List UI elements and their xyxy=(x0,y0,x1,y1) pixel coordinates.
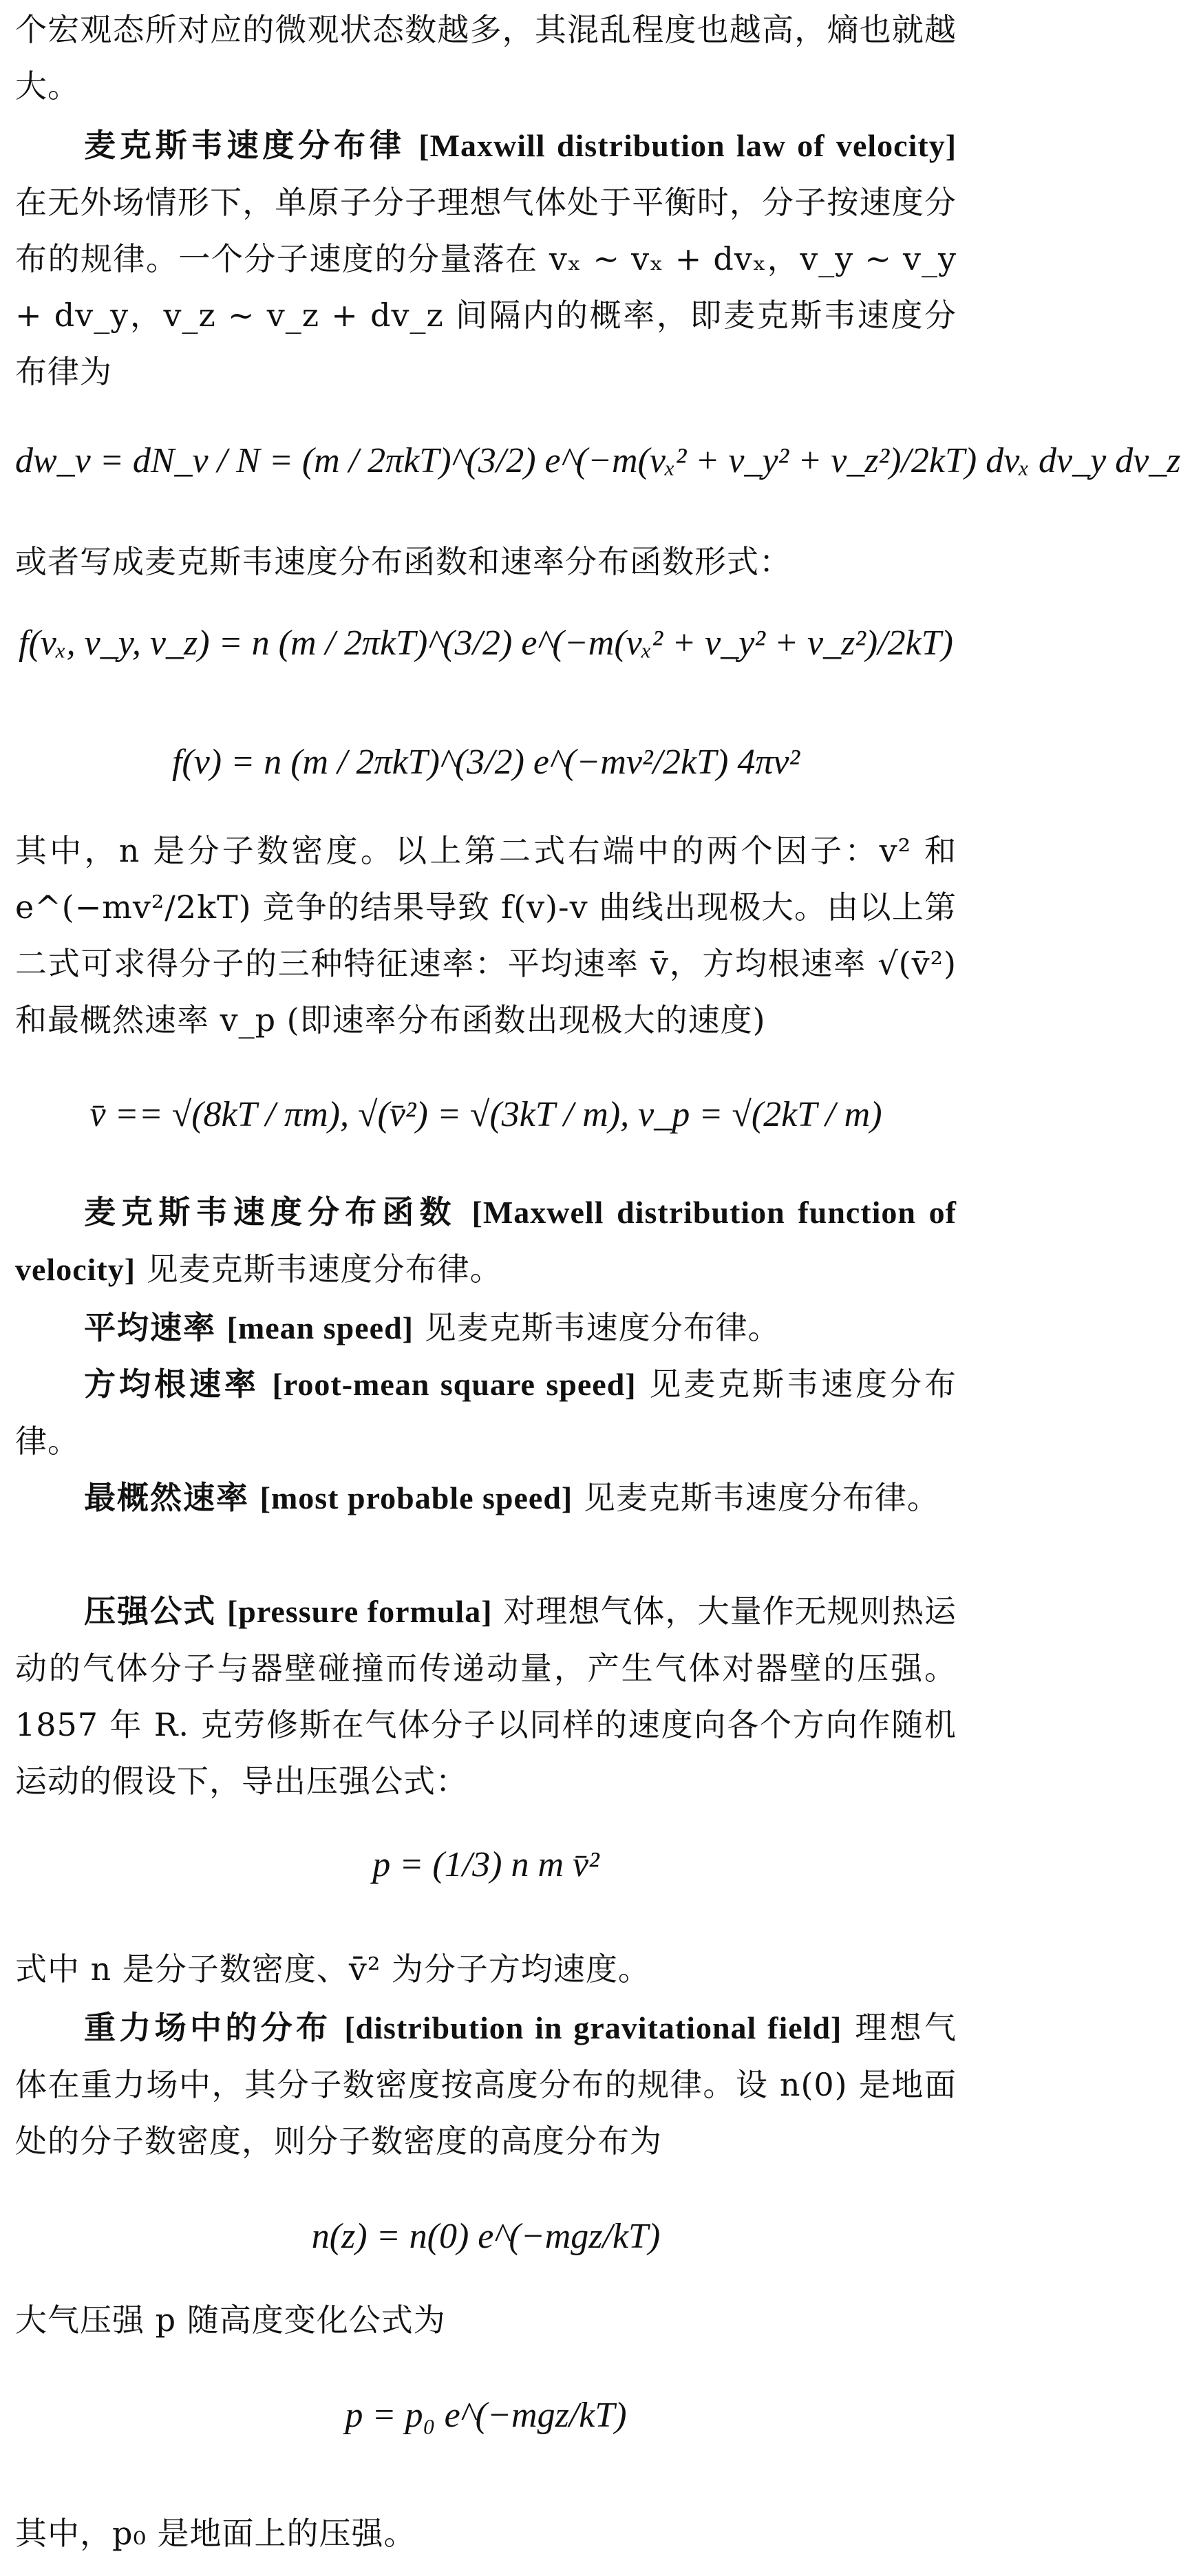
entry-rms-speed xyxy=(15,1356,957,1469)
entry-body: 见麦克斯韦速度分布律。 xyxy=(146,1250,502,1288)
entry-term: 麦克斯韦速度分布函数 xyxy=(84,1193,457,1231)
entry-term: 方均根速率 xyxy=(84,1365,259,1403)
entry-english: [pressure formula] xyxy=(226,1594,493,1629)
equation-characteristic-speeds: v̄ == √(8kT / πm), √(v̄²) = √(3kT / m), v_p = √(2kT / m) xyxy=(89,1095,882,1134)
entry-body: 见麦克斯韦速度分布律。 xyxy=(15,1365,957,1460)
entry-body: 见麦克斯韦速度分布律。 xyxy=(424,1309,780,1346)
equation-speed-distribution-function: f(v) = n (m / 2πkT)^(3/2) e^(−mv²/2kT) 4πv² xyxy=(171,743,800,782)
entry-body: 见麦克斯韦速度分布律。 xyxy=(583,1479,939,1516)
entry-term: 压强公式 xyxy=(84,1593,217,1630)
entry-english: [most probable speed] xyxy=(259,1480,573,1515)
paragraph-pressure-note: 式中 n 是分子数密度、v̄² 为分子方均速度。 xyxy=(15,1950,650,1988)
paragraph-function-forms: 或者写成麦克斯韦速度分布函数和速率分布函数形式： xyxy=(15,543,791,580)
entry-english: [mean speed] xyxy=(226,1310,414,1345)
entry-term: 最概然速率 xyxy=(84,1479,249,1516)
entry-maxwell-function xyxy=(15,1184,957,1298)
equation-barometric: p = p₀ e^(−mgz/kT) xyxy=(345,2396,627,2435)
paragraph-pressure-height-intro: 大气压强 p 随高度变化公式为 xyxy=(15,2301,446,2339)
entry-most-probable-speed xyxy=(15,1469,957,1526)
equation-maxwell-probability: dw_v = dN_v / N = (m / 2πkT)^(3/2) e^(−m(vₓ² + v_y² + v_z²)/2kT) dvₓ dv_y dv_z xyxy=(15,441,1181,480)
entry-term: 麦克斯韦速度分布律 xyxy=(84,127,405,164)
entry-maxwell-law xyxy=(15,117,957,400)
entry-body: 对理想气体，大量作无规则热运动的气体分子与器壁碰撞而传递动量，产生气体对器壁的压强。1857 年 R. 克劳修斯在气体分子以同样的速度向各个方向作随机运动的假设下，导出压强公式： xyxy=(15,1593,957,1800)
entry-english: [root-mean square speed] xyxy=(272,1367,637,1402)
entry-english: [distribution in gravitational field] xyxy=(344,2010,842,2045)
entry-body: 在无外场情形下，单原子分子理想气体处于平衡时，分子按速度分布的规律。一个分子速度的分量落在 vₓ ~ vₓ + dvₓ，v_y ~ v_y + dv_y，v_z ~ v_z + dv_z 间隔内的概率，即麦克斯韦速度分布律为 xyxy=(15,184,957,390)
entry-mean-speed xyxy=(15,1299,957,1356)
entry-pressure-formula xyxy=(15,1583,957,1809)
entry-english: [Maxwell distribution function of velocity] xyxy=(15,1195,957,1287)
intro-paragraph: 个宏观态所对应的微观状态数越多，其混乱程度也越高，熵也就越大。 xyxy=(15,11,957,105)
entry-term: 平均速率 xyxy=(84,1309,216,1346)
equation-velocity-distribution-function: f(vₓ, v_y, v_z) = n (m / 2πkT)^(3/2) e^(−m(vₓ² + v_y² + v_z²)/2kT) xyxy=(19,624,953,663)
equation-density-height: n(z) = n(0) e^(−mgz/kT) xyxy=(311,2217,661,2256)
entry-gravitational-distribution xyxy=(15,1999,957,2169)
entry-term: 重力场中的分布 xyxy=(84,2009,332,2046)
paragraph-ground-pressure: 其中，p₀ 是地面上的压强。 xyxy=(15,2515,416,2552)
paragraph-characteristic-speeds: 其中，n 是分子数密度。以上第二式右端中的两个因子：v² 和 e^(−mv²/2kT) 竞争的结果导致 f(v)-v 曲线出现极大。由以上第二式可求得分子的三种特征速率：平均速率 v̄，方均根速率 √(v̄²) 和最概然速率 v_p (即速率分布函数出现极大的速度) xyxy=(15,832,957,1039)
entry-english: [Maxwill distribution law of velocity] xyxy=(418,128,957,163)
equation-pressure: p = (1/3) n m v̄² xyxy=(372,1845,599,1884)
entry-body: 理想气体在重力场中，其分子数密度按高度分布的规律。设 n(0) 是地面处的分子数密度，则分子数密度的高度分布为 xyxy=(15,2009,957,2160)
